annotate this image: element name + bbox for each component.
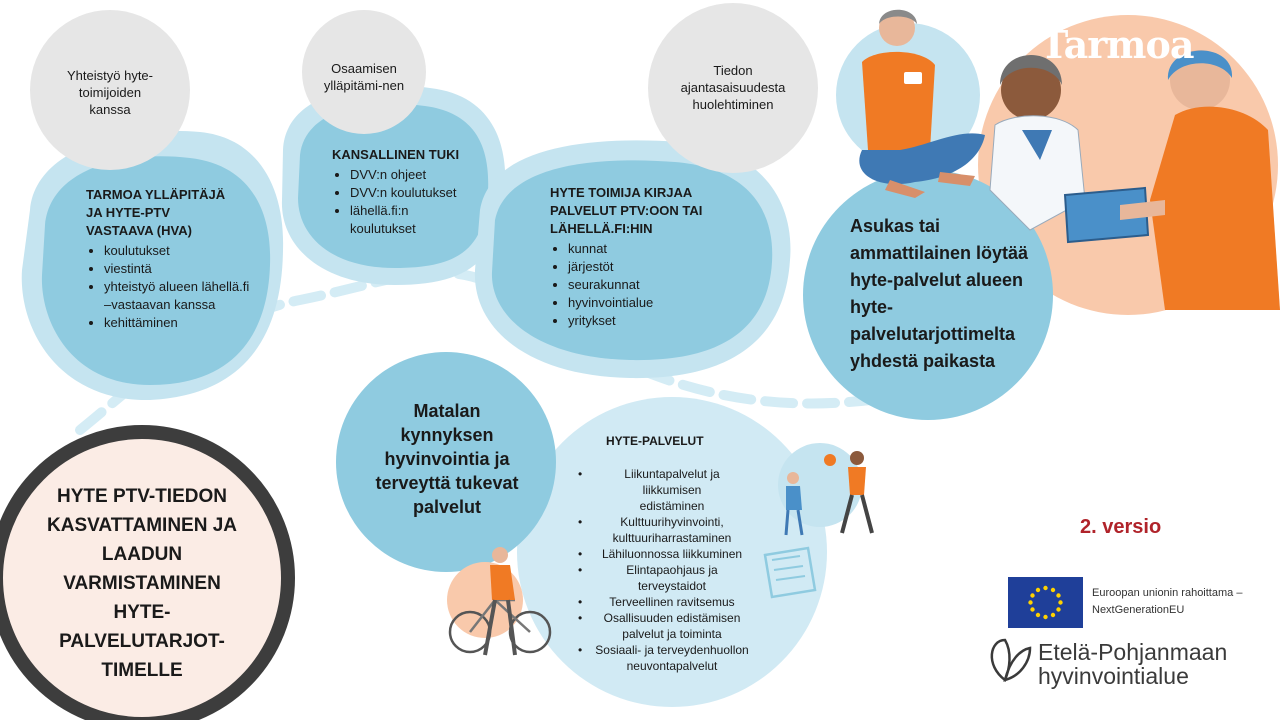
eu-funding-line-1: Euroopan unionin rahoittama –	[1092, 587, 1243, 599]
hyte-toimija-title-line-3: LÄHELLÄ.FI:HIN	[550, 221, 653, 236]
list-item: • järjestöt	[568, 258, 750, 276]
grey-text-osaamisen: Osaamisen ylläpitämi-nen	[323, 61, 405, 93]
list-item: • koulutukset	[104, 242, 266, 260]
list-item: • kehittäminen	[104, 314, 266, 332]
version-label: 2. versio	[1080, 516, 1162, 538]
kansallinen-title: KANSALLINEN TUKI	[332, 147, 460, 162]
list-item: • Kulttuurihyvinvointi, kulttuuriharrastaminen	[572, 514, 772, 546]
ep-name-line-2: hyvinvointialue	[1038, 663, 1189, 689]
list-item: • lähellä.fi:n koulutukset	[350, 202, 450, 238]
list-item: • Elintapaohjaus ja terveystaidot	[572, 562, 772, 594]
ep-name-line-1: Etelä-Pohjanmaan	[1038, 639, 1228, 665]
eu-funding-line-2: NextGenerationEU	[1092, 604, 1185, 616]
list-item: • Terveellinen ravitsemus	[572, 594, 772, 610]
list-item: • hyvinvointialue	[568, 294, 750, 312]
hyte-toimija-bubble-text	[550, 184, 750, 330]
grey-text-tiedon: Tiedon ajantasaisuudesta huolehtiminen	[680, 62, 786, 112]
tarmoa-brand-logo: Tarmoa	[1040, 22, 1194, 67]
list-item: • kunnat	[568, 240, 750, 258]
hyte-palvelut-list	[572, 466, 772, 674]
ep-leaf-logo-icon	[992, 640, 1030, 680]
kansallinen-bubble-text	[332, 146, 482, 238]
tarmoa-title-line-2: JA HYTE-PTV	[86, 205, 171, 220]
tarmoa-title-line-3: VASTAAVA (HVA)	[86, 223, 192, 238]
ep-organization-name	[1038, 640, 1227, 688]
list-item: • DVV:n ohjeet	[350, 166, 482, 184]
list-item: • Liikuntapalvelut ja liikkumisen edistäminen	[572, 466, 772, 514]
list-item: • yhteistyö alueen lähellä.fi –vastaavan kanssa	[104, 278, 254, 314]
eu-flag-icon	[1008, 577, 1083, 628]
list-item: • Sosiaali- ja terveydenhuollon neuvontapalvelut	[572, 642, 772, 674]
matalan-text: Matalan kynnyksen hyvinvointia ja terveyttä tukevat palvelut	[375, 401, 519, 517]
hyte-toimija-title-line-2: PALVELUT PTV:OON TAI	[550, 203, 703, 218]
grey-text-yhteistyo: Yhteistyö hyte-toimijoiden kanssa	[67, 67, 153, 117]
list-item: • DVV:n koulutukset	[350, 184, 482, 202]
list-item: • viestintä	[104, 260, 266, 278]
list-item: • seurakunnat	[568, 276, 750, 294]
tarmoa-title-line-1: TARMOA YLLÄPITÄJÄ	[86, 187, 226, 202]
hyte-toimija-title-line-1: HYTE TOIMIJA KIRJAA	[550, 185, 693, 200]
list-item: • Lähiluonnossa liikkuminen	[572, 546, 772, 562]
main-circle-text: HYTE PTV-TIEDON KASVATTAMINEN JA LAADUN VARMISTAMINEN HYTE-PALVELUTARJOT-TIMELLE	[47, 485, 237, 681]
tarmoa-bubble-text	[86, 186, 266, 332]
eu-funding-text	[1092, 585, 1242, 619]
asukas-text: Asukas tai ammattilainen löytää hyte-palvelut alueen hyte-palvelutarjottimelta yhdestä paikasta	[850, 216, 1029, 371]
hyte-palvelut-title: HYTE-PALVELUT	[606, 434, 704, 448]
list-item: • yritykset	[568, 312, 750, 330]
list-item: • Osallisuuden edistämisen palvelut ja toiminta	[572, 610, 772, 642]
